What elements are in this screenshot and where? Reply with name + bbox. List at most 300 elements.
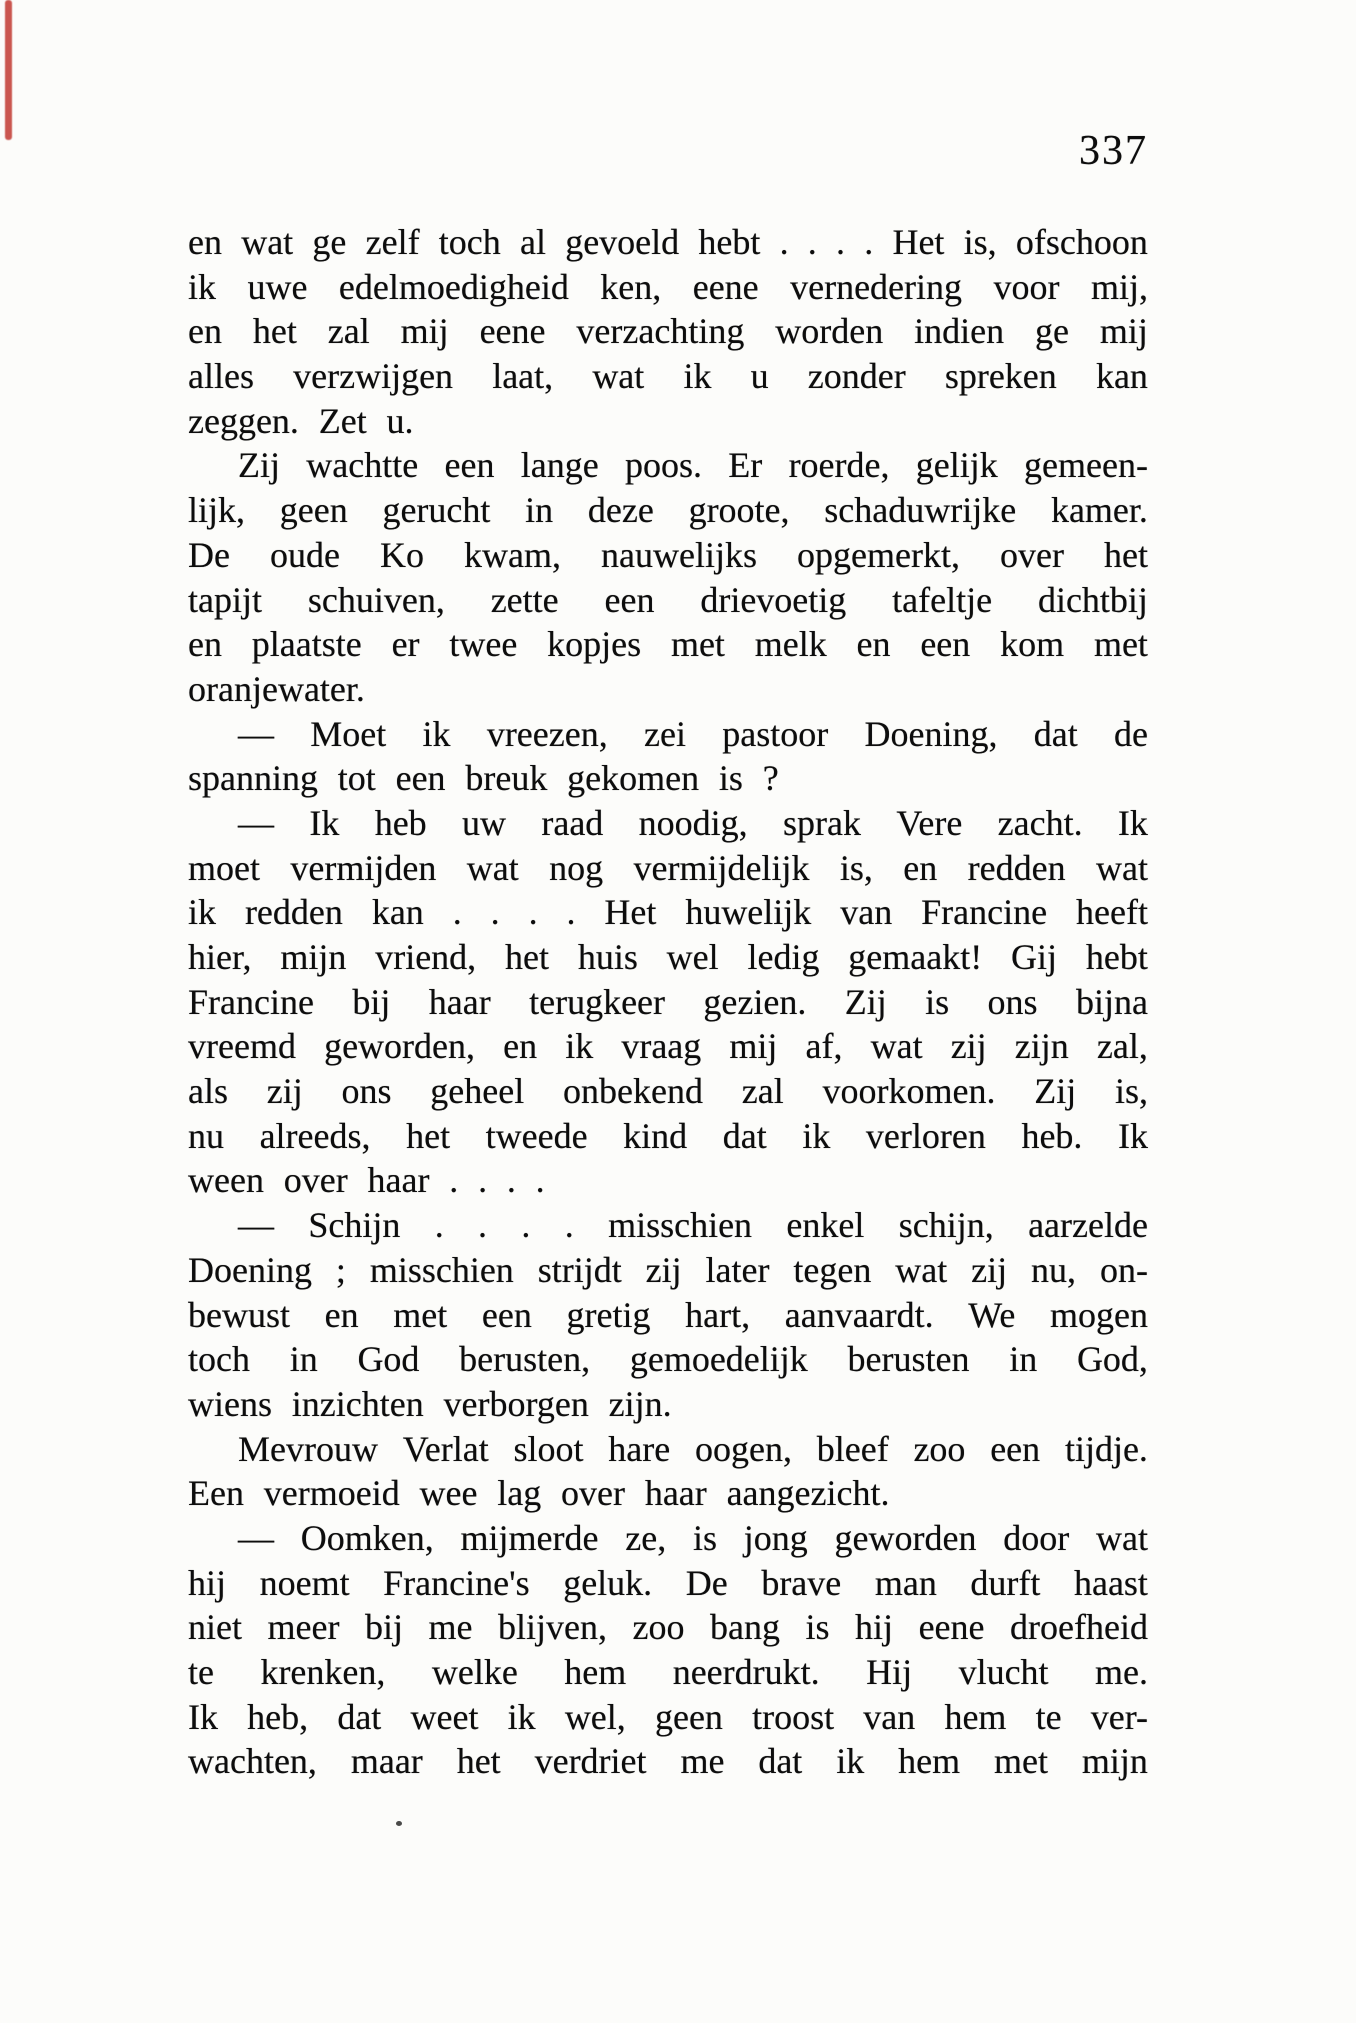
word: Doening	[188, 1249, 312, 1290]
word: vernedering	[790, 266, 963, 307]
word: haast	[1073, 1562, 1148, 1603]
word: verloren	[865, 1115, 986, 1156]
word: uwe	[247, 266, 308, 307]
word: geluk.	[563, 1562, 653, 1603]
word: nauwelijks	[601, 534, 757, 575]
word: toch	[438, 222, 501, 262]
word: oude	[270, 534, 340, 575]
word: enkel	[786, 1205, 865, 1246]
word: het	[252, 311, 297, 352]
word: heeft	[1076, 892, 1148, 933]
word: durft	[970, 1562, 1041, 1603]
word: —	[238, 713, 274, 754]
word: zoo	[913, 1428, 966, 1469]
word: —	[238, 1205, 274, 1246]
word: kwam,	[464, 534, 561, 575]
word: hebt	[1085, 937, 1148, 977]
text-line: Een vermoeid wee lag over haar aangezicht.	[188, 1473, 890, 1514]
word: Mevrouw	[238, 1428, 378, 1469]
word: ;	[335, 1249, 346, 1290]
word: er	[391, 624, 420, 665]
word: Er	[728, 445, 763, 486]
word: .	[528, 892, 538, 933]
text-line: ween over haar . . . .	[188, 1160, 545, 1201]
word: strijdt	[537, 1249, 622, 1290]
word: nu	[188, 1115, 224, 1156]
word: roerde,	[788, 445, 890, 486]
word: oogen,	[694, 1428, 792, 1469]
word: tijdje.	[1064, 1428, 1148, 1469]
word: gretig	[566, 1294, 651, 1335]
word: huwelijk	[685, 892, 812, 933]
word: af,	[805, 1026, 843, 1067]
text-line	[188, 1248, 1148, 1293]
text-line	[188, 533, 1148, 578]
word: in	[1009, 1339, 1038, 1380]
text-line	[188, 578, 1148, 623]
word: ofschoon	[1015, 222, 1148, 262]
word: We	[968, 1294, 1016, 1335]
text-line: spanning tot een breuk gekomen is ?	[188, 758, 779, 799]
word: als	[188, 1071, 228, 1112]
word: kan	[1095, 356, 1148, 397]
word: hem	[944, 1696, 1007, 1737]
word: nu,	[1031, 1249, 1077, 1290]
text-line	[188, 1695, 1148, 1740]
word: .	[478, 1205, 488, 1246]
word: alreeds,	[259, 1115, 371, 1156]
word: bang	[710, 1607, 780, 1648]
word: vreezen,	[486, 713, 608, 754]
word: ik	[802, 1115, 831, 1156]
word: schaduwrijke	[824, 490, 1017, 531]
word: hem	[564, 1652, 627, 1692]
word: gemaakt!	[848, 937, 983, 977]
word: is	[805, 1607, 830, 1648]
word: twee	[449, 624, 518, 665]
word: tegen	[793, 1249, 872, 1290]
word: Zij	[844, 981, 887, 1022]
word: hem	[898, 1741, 961, 1782]
word: opgemerkt,	[797, 534, 960, 575]
word: dat	[758, 1741, 803, 1782]
word: met	[1093, 624, 1148, 665]
text-line	[188, 1069, 1148, 1114]
word: geen	[279, 490, 348, 531]
text-line	[188, 1203, 1148, 1248]
text-line	[188, 846, 1148, 891]
word: is	[692, 1517, 717, 1558]
word: geworden,	[324, 1026, 476, 1067]
word: me.	[1095, 1652, 1148, 1692]
word: Doening,	[864, 713, 998, 754]
word: vreemd	[188, 1026, 296, 1067]
word: de	[1113, 713, 1148, 754]
word: over	[999, 534, 1064, 575]
text-line	[188, 801, 1148, 846]
word: ge	[312, 222, 347, 262]
word: en	[856, 624, 891, 665]
word: gezien.	[703, 981, 807, 1022]
text-line	[188, 980, 1148, 1025]
word: God,	[1076, 1339, 1148, 1380]
word: mij	[729, 1026, 778, 1067]
word: voorkomen.	[822, 1071, 996, 1112]
word: —	[238, 802, 274, 843]
text-line	[188, 1739, 1148, 1784]
word: worden	[775, 311, 884, 352]
word: neerdrukt.	[672, 1652, 820, 1692]
word: sprak	[783, 802, 861, 843]
word: het	[456, 1741, 501, 1782]
word: hier,	[188, 937, 252, 977]
word: mijn	[280, 937, 347, 977]
word: man	[874, 1562, 937, 1603]
word: moet	[188, 847, 260, 888]
word: dat	[1033, 713, 1078, 754]
word: en	[188, 311, 222, 352]
scan-artifact-red-stripe	[5, 0, 12, 140]
word: God	[357, 1339, 420, 1380]
word: verzwijgen	[293, 356, 454, 397]
word: groote,	[688, 490, 790, 531]
word: Het	[604, 892, 657, 933]
word: De	[685, 1562, 728, 1603]
word: te	[1035, 1696, 1062, 1737]
word: zacht.	[997, 802, 1083, 843]
word: terugkeer	[529, 981, 666, 1022]
word: poos.	[625, 445, 703, 486]
word: Gij	[1011, 937, 1058, 977]
word: Hij	[866, 1652, 913, 1692]
text-line	[188, 354, 1148, 399]
word: zal	[327, 311, 370, 352]
word: melk	[754, 624, 827, 665]
word: Verlat	[402, 1428, 489, 1469]
word: aarzelde	[1028, 1205, 1148, 1246]
text-line	[188, 890, 1148, 935]
word: ons	[987, 981, 1038, 1022]
word: Zij	[1034, 1071, 1077, 1112]
word: bij	[352, 981, 391, 1022]
word: redden	[967, 847, 1066, 888]
word: dichtbij	[1037, 579, 1148, 620]
word: haar	[428, 981, 491, 1022]
word: toch	[188, 1339, 250, 1380]
word: en	[903, 847, 938, 888]
word: me	[428, 1607, 473, 1648]
word: vermijdelijk	[633, 847, 810, 888]
word: ze,	[625, 1517, 667, 1558]
word: mijmerde	[460, 1517, 599, 1558]
word: .	[452, 892, 462, 933]
word: gerucht	[382, 490, 491, 531]
word: ik	[422, 713, 451, 754]
word: verdriet	[534, 1741, 647, 1782]
word: .	[490, 892, 500, 933]
word: kan	[371, 892, 424, 933]
word: dat	[722, 1115, 767, 1156]
word: alles	[188, 356, 254, 397]
word: .	[807, 222, 817, 262]
word: wat	[895, 1249, 948, 1290]
word: mij,	[1090, 266, 1148, 307]
word: heb	[374, 802, 427, 843]
word: zij	[266, 1071, 303, 1112]
word: on-	[1099, 1249, 1148, 1290]
word: vraag	[621, 1026, 702, 1067]
word: deze	[587, 490, 654, 531]
word: wel,	[564, 1696, 626, 1737]
word: Het	[892, 222, 945, 262]
word: Ik	[188, 1696, 218, 1737]
text-line	[188, 1427, 1148, 1472]
word: Zij	[238, 445, 280, 486]
text-line: oranjewater.	[188, 668, 365, 709]
word: ledig	[747, 937, 820, 977]
word: eene	[479, 311, 546, 352]
text-line	[188, 265, 1148, 310]
word: wel	[666, 937, 719, 977]
word: een	[920, 624, 971, 665]
word: eene	[918, 1607, 985, 1648]
word: verzachting	[576, 311, 745, 352]
word: pastoor	[722, 713, 829, 754]
word: sloot	[513, 1428, 584, 1469]
word: en	[503, 1026, 538, 1067]
word: ik	[836, 1741, 865, 1782]
text-block	[188, 220, 1148, 1784]
text-line	[188, 1114, 1148, 1159]
word: wachtte	[306, 445, 419, 486]
word: later	[705, 1249, 770, 1290]
word: .	[564, 1205, 574, 1246]
word: tafeltje	[892, 579, 993, 620]
word: Schijn	[308, 1205, 401, 1246]
word: bijna	[1075, 981, 1148, 1022]
word: Ik	[1117, 802, 1148, 843]
word: misschien	[369, 1249, 514, 1290]
word: vlucht	[958, 1652, 1049, 1692]
word: voor	[993, 266, 1060, 307]
word: bleef	[816, 1428, 889, 1469]
word: welke	[431, 1652, 518, 1692]
word: hij	[855, 1607, 894, 1648]
word: maar	[350, 1741, 423, 1782]
word: zal	[741, 1071, 784, 1112]
word: geheel	[430, 1071, 525, 1112]
word: redden	[244, 892, 343, 933]
word: brave	[761, 1562, 842, 1603]
word: mogen	[1050, 1294, 1148, 1335]
word: een	[604, 579, 655, 620]
word: gevoeld	[565, 222, 680, 262]
word: wat	[1096, 1517, 1148, 1558]
text-line	[188, 1024, 1148, 1069]
word: dat	[337, 1696, 382, 1737]
word: Ko	[380, 534, 424, 575]
word: .	[864, 222, 874, 262]
word: ik	[683, 356, 712, 397]
text-line	[188, 309, 1148, 354]
word: zij	[971, 1249, 1008, 1290]
word: en	[324, 1294, 359, 1335]
word: een	[444, 445, 495, 486]
word: en	[188, 222, 222, 262]
word: wachten,	[188, 1741, 317, 1782]
word: me	[680, 1741, 725, 1782]
text-line	[188, 220, 1148, 265]
word: is,	[963, 222, 997, 262]
word: troost	[752, 1696, 835, 1737]
word: gemoedelijk	[629, 1339, 808, 1380]
word: weet	[410, 1696, 479, 1737]
word: bij	[364, 1607, 403, 1648]
word: krenken,	[260, 1652, 386, 1692]
word: schuiven,	[307, 579, 445, 620]
word: ik	[188, 892, 217, 933]
word: wat	[466, 847, 519, 888]
text-line	[188, 1293, 1148, 1338]
word: Francine	[921, 892, 1048, 933]
word: kamer.	[1050, 490, 1148, 531]
word: een	[990, 1428, 1041, 1469]
word: berusten,	[459, 1339, 591, 1380]
word: spreken	[944, 356, 1057, 397]
word: onbekend	[563, 1071, 703, 1112]
text-line	[188, 1650, 1148, 1695]
word: zijn	[1014, 1026, 1069, 1067]
word: nog	[549, 847, 604, 888]
word: meer	[267, 1607, 340, 1648]
text-line	[188, 622, 1148, 667]
word: al	[519, 222, 546, 262]
word: Oomken,	[300, 1517, 434, 1558]
word: met	[994, 1741, 1049, 1782]
word: lijk,	[188, 490, 246, 531]
word: zelf	[365, 222, 420, 262]
word: Ik	[309, 802, 340, 843]
word: aanvaardt.	[784, 1294, 934, 1335]
word: heb.	[1021, 1115, 1083, 1156]
text-line	[188, 1561, 1148, 1606]
word: met	[393, 1294, 448, 1335]
word: laat,	[492, 356, 554, 397]
word: hebt	[698, 222, 761, 262]
word: huis	[577, 937, 638, 977]
word: in	[525, 490, 554, 531]
word: hart,	[685, 1294, 751, 1335]
word: zei	[643, 713, 686, 754]
word: is,	[839, 847, 873, 888]
word: kom	[1000, 624, 1065, 665]
word: noemt	[259, 1562, 350, 1603]
word: bewust	[188, 1294, 290, 1335]
word: is	[925, 981, 950, 1022]
ink-speck-artifact	[396, 1821, 402, 1826]
text-line	[188, 1337, 1148, 1382]
text-line	[188, 1516, 1148, 1561]
word: Francine's	[383, 1562, 530, 1603]
word: wat	[1095, 847, 1148, 888]
word: mijn	[1081, 1741, 1148, 1782]
word: ver-	[1090, 1696, 1148, 1737]
word: het	[505, 937, 549, 977]
word: ik	[507, 1696, 536, 1737]
word: Francine	[188, 981, 314, 1022]
word: Ik	[1118, 1115, 1148, 1156]
word: uw	[462, 802, 507, 843]
word: noodig,	[638, 802, 748, 843]
word: berusten	[847, 1339, 970, 1380]
text-line	[188, 712, 1148, 757]
word: wat	[870, 1026, 923, 1067]
word: plaatste	[251, 624, 362, 665]
word: gelijk	[915, 445, 998, 486]
word: het	[406, 1115, 451, 1156]
word: .	[779, 222, 789, 262]
word: zoo	[632, 1607, 685, 1648]
word: edelmoedigheid	[338, 266, 569, 307]
word: kopjes	[547, 624, 642, 665]
word: u	[750, 356, 769, 397]
word: mij	[400, 311, 449, 352]
word: door	[1003, 1517, 1070, 1558]
word: .	[434, 1205, 444, 1246]
word: ken,	[600, 266, 662, 307]
page-number: 337	[1079, 128, 1148, 174]
word: ik	[565, 1026, 594, 1067]
word: geen	[654, 1696, 723, 1737]
text-line: zeggen. Zet u.	[188, 400, 414, 441]
word: en	[188, 624, 222, 665]
word: geworden	[834, 1517, 977, 1558]
word: van	[863, 1696, 916, 1737]
word: gemeen-	[1024, 445, 1148, 486]
word: blijven,	[498, 1607, 607, 1648]
word: tapijt	[188, 579, 262, 620]
word: indien	[914, 311, 1005, 352]
word: te	[188, 1652, 214, 1692]
text-line	[188, 1605, 1148, 1650]
word: schijn,	[898, 1205, 994, 1246]
word: kind	[623, 1115, 688, 1156]
word: jong	[743, 1517, 808, 1558]
word: een	[481, 1294, 532, 1335]
word: van	[840, 892, 893, 933]
word: zij	[950, 1026, 987, 1067]
word: .	[566, 892, 576, 933]
word: .	[836, 222, 846, 262]
word: het	[1103, 534, 1148, 575]
word: raad	[541, 802, 604, 843]
word: tweede	[485, 1115, 588, 1156]
word: zij	[645, 1249, 682, 1290]
word: hij	[188, 1562, 227, 1603]
word: hare	[608, 1428, 671, 1469]
text-line: wiens inzichten verborgen zijn.	[188, 1383, 672, 1424]
word: vriend,	[375, 937, 477, 977]
word: Moet	[310, 713, 387, 754]
word: vermijden	[290, 847, 437, 888]
word: lange	[520, 445, 599, 486]
word: drievoetig	[700, 579, 847, 620]
word: Vere	[896, 802, 963, 843]
word: eene	[692, 266, 759, 307]
word: .	[521, 1205, 531, 1246]
word: in	[289, 1339, 318, 1380]
word: zonder	[807, 356, 906, 397]
